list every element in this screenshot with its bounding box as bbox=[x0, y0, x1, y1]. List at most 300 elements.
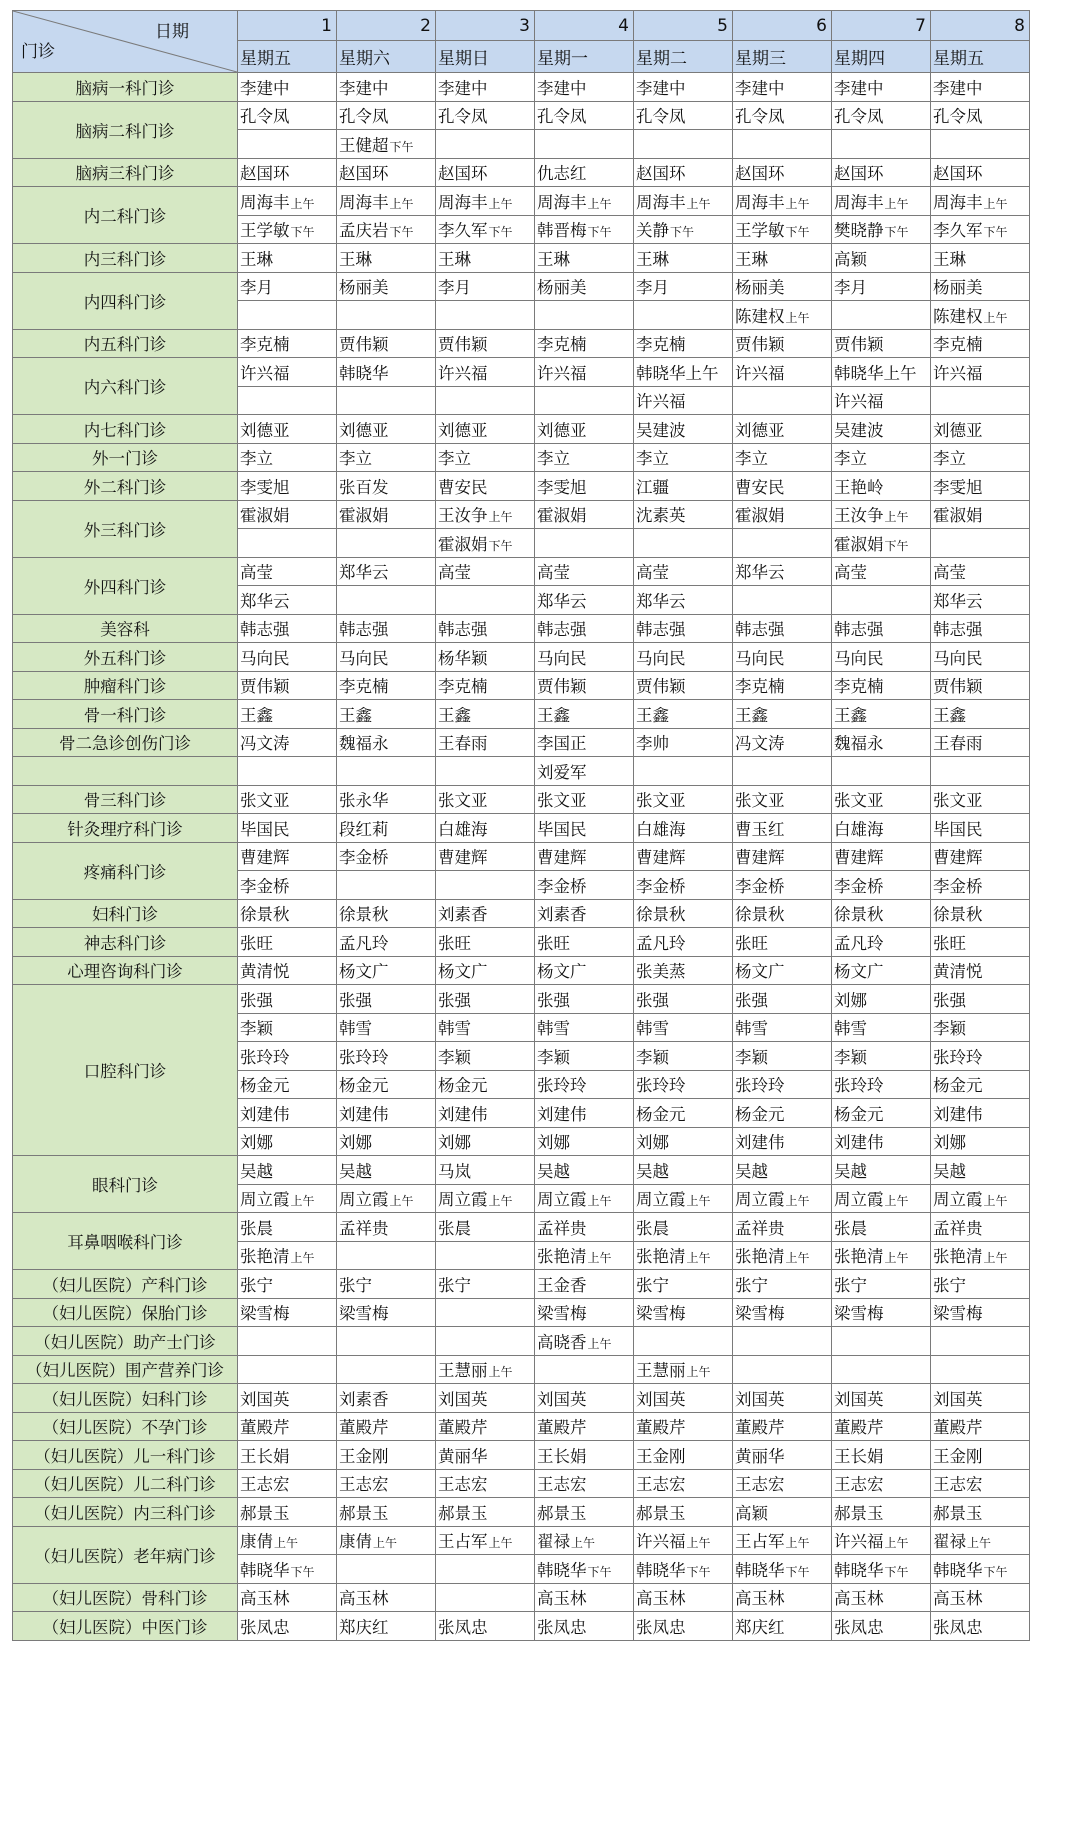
doctor-cell bbox=[436, 1441, 535, 1470]
doctor-cell bbox=[931, 529, 1030, 558]
clinic-name: 骨三科门诊 bbox=[13, 785, 238, 814]
doctor-cell bbox=[832, 1070, 931, 1099]
doctor-name: 吴越 bbox=[240, 1161, 273, 1181]
doctor-name: 江疆 bbox=[636, 477, 669, 497]
doctor-name: 魏福永 bbox=[339, 734, 389, 754]
date-number: 8 bbox=[931, 11, 1030, 41]
doctor-cell bbox=[436, 1156, 535, 1185]
doctor-cell bbox=[832, 529, 931, 558]
clinic-name: 针灸理疗科门诊 bbox=[13, 814, 238, 843]
doctor-name: 孟凡玲 bbox=[834, 933, 884, 953]
doctor-name: 董殿芹 bbox=[240, 1418, 290, 1438]
doctor-cell bbox=[436, 956, 535, 985]
doctor-name: 张文亚 bbox=[735, 791, 785, 811]
doctor-cell bbox=[634, 1555, 733, 1584]
doctor-cell bbox=[535, 928, 634, 957]
doctor-cell bbox=[535, 130, 634, 159]
doctor-cell bbox=[733, 1498, 832, 1527]
doctor-name: 董殿芹 bbox=[933, 1418, 983, 1438]
doctor-cell bbox=[535, 101, 634, 130]
doctor-name: 李金桥 bbox=[933, 876, 983, 896]
doctor-cell bbox=[535, 1156, 634, 1185]
session-note: 上午 bbox=[686, 196, 711, 211]
doctor-cell bbox=[535, 614, 634, 643]
corner-date-label: 日期 bbox=[155, 22, 189, 42]
corner-header bbox=[13, 11, 238, 73]
doctor-cell bbox=[238, 671, 337, 700]
doctor-cell bbox=[436, 1298, 535, 1327]
doctor-cell bbox=[832, 1042, 931, 1071]
doctor-name: 张百发 bbox=[339, 477, 389, 497]
doctor-name: 高莹 bbox=[636, 563, 669, 583]
session-note: 下午 bbox=[983, 225, 1008, 240]
doctor-cell bbox=[634, 73, 733, 102]
doctor-cell bbox=[634, 1213, 733, 1242]
doctor-cell bbox=[238, 101, 337, 130]
doctor-cell bbox=[733, 586, 832, 615]
clinic-name: 口腔科门诊 bbox=[13, 985, 238, 1156]
doctor-name: 张宁 bbox=[735, 1275, 768, 1295]
doctor-name: 陈建权 bbox=[735, 306, 785, 326]
doctor-cell bbox=[931, 301, 1030, 330]
doctor-cell bbox=[832, 443, 931, 472]
doctor-name: 韩晓华上午 bbox=[834, 363, 917, 383]
doctor-name: 李建中 bbox=[240, 78, 290, 98]
session-note: 上午 bbox=[389, 1194, 414, 1209]
doctor-cell bbox=[535, 529, 634, 558]
doctor-name: 高颖 bbox=[834, 249, 867, 269]
clinic-name: （妇儿医院）骨科门诊 bbox=[13, 1583, 238, 1612]
doctor-name: 王金刚 bbox=[933, 1446, 983, 1466]
doctor-name: 杨丽美 bbox=[339, 278, 389, 298]
table-row bbox=[13, 1583, 1030, 1612]
session-note: 上午 bbox=[686, 1365, 711, 1380]
doctor-name: 张凤忠 bbox=[438, 1617, 488, 1637]
doctor-cell bbox=[238, 1013, 337, 1042]
doctor-cell bbox=[535, 956, 634, 985]
doctor-name: 梁雪梅 bbox=[636, 1304, 686, 1324]
doctor-cell bbox=[436, 814, 535, 843]
session-note: 上午 bbox=[587, 1194, 612, 1209]
doctor-cell bbox=[337, 272, 436, 301]
doctor-cell bbox=[337, 928, 436, 957]
doctor-name: 周海丰 bbox=[636, 192, 686, 212]
doctor-name: 刘德亚 bbox=[240, 420, 290, 440]
doctor-cell bbox=[535, 415, 634, 444]
doctor-name: 张凤忠 bbox=[933, 1617, 983, 1637]
doctor-cell bbox=[832, 899, 931, 928]
doctor-name: 李金桥 bbox=[636, 876, 686, 896]
doctor-cell bbox=[436, 1070, 535, 1099]
doctor-cell bbox=[337, 1099, 436, 1128]
doctor-name: 刘国英 bbox=[933, 1389, 983, 1409]
doctor-name: 王汝争 bbox=[438, 506, 488, 526]
doctor-cell bbox=[832, 557, 931, 586]
doctor-cell bbox=[436, 899, 535, 928]
doctor-cell bbox=[832, 1298, 931, 1327]
weekday-label: 星期三 bbox=[733, 41, 832, 73]
doctor-cell bbox=[535, 1241, 634, 1270]
doctor-cell bbox=[238, 158, 337, 187]
doctor-cell bbox=[634, 329, 733, 358]
doctor-name: 李建中 bbox=[636, 78, 686, 98]
table-row bbox=[13, 1213, 1030, 1242]
doctor-cell bbox=[733, 985, 832, 1014]
doctor-cell bbox=[535, 671, 634, 700]
doctor-name: 赵国环 bbox=[735, 164, 785, 184]
doctor-cell bbox=[733, 842, 832, 871]
clinic-name: （妇儿医院）儿一科门诊 bbox=[13, 1441, 238, 1470]
doctor-cell bbox=[634, 1013, 733, 1042]
clinic-name: 内七科门诊 bbox=[13, 415, 238, 444]
doctor-name: 李立 bbox=[537, 449, 570, 469]
doctor-cell bbox=[436, 586, 535, 615]
doctor-name: 李克楠 bbox=[438, 677, 488, 697]
doctor-name: 李国正 bbox=[537, 734, 587, 754]
session-note: 上午 bbox=[488, 1536, 513, 1551]
doctor-name: 郝景玉 bbox=[438, 1503, 488, 1523]
doctor-cell bbox=[436, 1612, 535, 1641]
doctor-cell bbox=[733, 1583, 832, 1612]
doctor-cell bbox=[238, 244, 337, 273]
doctor-cell bbox=[733, 671, 832, 700]
doctor-name: 李久军 bbox=[438, 221, 488, 241]
doctor-cell bbox=[832, 985, 931, 1014]
doctor-name: 刘娜 bbox=[240, 1133, 273, 1153]
doctor-cell bbox=[337, 301, 436, 330]
doctor-cell bbox=[238, 985, 337, 1014]
doctor-cell bbox=[535, 814, 634, 843]
doctor-cell bbox=[733, 1270, 832, 1299]
doctor-cell bbox=[931, 928, 1030, 957]
doctor-name: 张旺 bbox=[240, 933, 273, 953]
clinic-name: （妇儿医院）助产士门诊 bbox=[13, 1327, 238, 1356]
doctor-name: 杨文广 bbox=[834, 962, 884, 982]
doctor-cell bbox=[238, 329, 337, 358]
doctor-name: 高玉林 bbox=[240, 1589, 290, 1609]
doctor-name: 李颖 bbox=[537, 1047, 570, 1067]
doctor-name: 贾伟颖 bbox=[240, 677, 290, 697]
doctor-cell bbox=[634, 529, 733, 558]
doctor-name: 张宁 bbox=[636, 1275, 669, 1295]
doctor-cell bbox=[931, 500, 1030, 529]
doctor-cell bbox=[832, 472, 931, 501]
doctor-name: 刘爱军 bbox=[537, 762, 587, 782]
doctor-cell bbox=[931, 871, 1030, 900]
doctor-cell bbox=[238, 1241, 337, 1270]
doctor-name: 杨金元 bbox=[438, 1076, 488, 1096]
doctor-name: 沈素英 bbox=[636, 506, 686, 526]
doctor-name: 周海丰 bbox=[438, 192, 488, 212]
doctor-cell bbox=[337, 1241, 436, 1270]
doctor-cell bbox=[931, 1555, 1030, 1584]
doctor-name: 霍淑娟 bbox=[933, 506, 983, 526]
doctor-cell bbox=[436, 187, 535, 216]
doctor-name: 霍淑娟 bbox=[339, 506, 389, 526]
doctor-cell bbox=[238, 1526, 337, 1555]
doctor-name: 王琳 bbox=[240, 249, 273, 269]
doctor-cell bbox=[238, 557, 337, 586]
doctor-name: 徐景秋 bbox=[339, 905, 389, 925]
doctor-cell bbox=[337, 1526, 436, 1555]
doctor-cell bbox=[238, 415, 337, 444]
doctor-name: 杨金元 bbox=[339, 1076, 389, 1096]
doctor-cell bbox=[634, 443, 733, 472]
clinic-name: （妇儿医院）产科门诊 bbox=[13, 1270, 238, 1299]
doctor-name: 韩志强 bbox=[636, 620, 686, 640]
doctor-name: 高莹 bbox=[537, 563, 570, 583]
doctor-cell bbox=[337, 1612, 436, 1641]
doctor-cell bbox=[337, 130, 436, 159]
doctor-cell bbox=[436, 557, 535, 586]
clinic-name: （妇儿医院）儿二科门诊 bbox=[13, 1469, 238, 1498]
doctor-name: 马岚 bbox=[438, 1161, 471, 1181]
doctor-cell bbox=[832, 586, 931, 615]
doctor-name: 刘建伟 bbox=[438, 1104, 488, 1124]
doctor-name: 杨金元 bbox=[735, 1104, 785, 1124]
doctor-cell bbox=[634, 1156, 733, 1185]
doctor-name: 王长娟 bbox=[834, 1446, 884, 1466]
doctor-name: 韩雪 bbox=[636, 1019, 669, 1039]
doctor-cell bbox=[931, 1042, 1030, 1071]
doctor-name: 张宁 bbox=[834, 1275, 867, 1295]
session-note: 上午 bbox=[884, 1536, 909, 1551]
doctor-name: 赵国环 bbox=[636, 164, 686, 184]
doctor-cell bbox=[337, 985, 436, 1014]
weekday-label: 星期日 bbox=[436, 41, 535, 73]
doctor-cell bbox=[634, 130, 733, 159]
doctor-name: 吴越 bbox=[636, 1161, 669, 1181]
session-note: 上午 bbox=[785, 196, 810, 211]
doctor-name: 李月 bbox=[834, 278, 867, 298]
doctor-name: 董殿芹 bbox=[339, 1418, 389, 1438]
doctor-cell bbox=[634, 814, 733, 843]
doctor-name: 刘娜 bbox=[933, 1133, 966, 1153]
doctor-name: 刘德亚 bbox=[537, 420, 587, 440]
doctor-cell bbox=[436, 1327, 535, 1356]
doctor-name: 高玉林 bbox=[933, 1589, 983, 1609]
doctor-cell bbox=[535, 785, 634, 814]
doctor-cell bbox=[535, 1270, 634, 1299]
session-note: 上午 bbox=[373, 1536, 398, 1551]
doctor-cell bbox=[238, 272, 337, 301]
weekday-label: 星期一 bbox=[535, 41, 634, 73]
doctor-cell bbox=[436, 215, 535, 244]
doctor-name: 孟凡玲 bbox=[636, 933, 686, 953]
doctor-name: 张永华 bbox=[339, 791, 389, 811]
doctor-name: 马向民 bbox=[933, 648, 983, 668]
doctor-cell bbox=[832, 700, 931, 729]
doctor-cell bbox=[832, 1327, 931, 1356]
session-note: 上午 bbox=[274, 1536, 299, 1551]
doctor-cell bbox=[832, 1384, 931, 1413]
doctor-cell bbox=[733, 244, 832, 273]
doctor-name: 李颖 bbox=[636, 1047, 669, 1067]
doctor-cell bbox=[238, 1213, 337, 1242]
doctor-cell bbox=[832, 130, 931, 159]
doctor-cell bbox=[337, 1498, 436, 1527]
doctor-name: 马向民 bbox=[240, 648, 290, 668]
doctor-name: 张宁 bbox=[933, 1275, 966, 1295]
doctor-name: 王长娟 bbox=[537, 1446, 587, 1466]
doctor-cell bbox=[733, 1241, 832, 1270]
doctor-name: 杨文广 bbox=[537, 962, 587, 982]
doctor-name: 张艳清 bbox=[240, 1247, 290, 1267]
date-number: 4 bbox=[535, 11, 634, 41]
doctor-cell bbox=[832, 73, 931, 102]
doctor-cell bbox=[931, 358, 1030, 387]
doctor-cell bbox=[634, 899, 733, 928]
doctor-name: 张玲玲 bbox=[240, 1047, 290, 1067]
doctor-name: 张玲玲 bbox=[537, 1076, 587, 1096]
doctor-name: 李金桥 bbox=[240, 876, 290, 896]
doctor-cell bbox=[436, 1498, 535, 1527]
doctor-cell bbox=[931, 1412, 1030, 1441]
doctor-cell bbox=[337, 757, 436, 786]
doctor-cell bbox=[733, 956, 832, 985]
doctor-cell bbox=[733, 329, 832, 358]
doctor-cell bbox=[634, 1441, 733, 1470]
doctor-name: 张晨 bbox=[636, 1218, 669, 1238]
doctor-name: 王鑫 bbox=[735, 705, 768, 725]
clinic-name: 内六科门诊 bbox=[13, 358, 238, 415]
doctor-name: 李月 bbox=[240, 278, 273, 298]
doctor-cell bbox=[436, 842, 535, 871]
doctor-name: 仇志红 bbox=[537, 164, 587, 184]
table-row bbox=[13, 785, 1030, 814]
doctor-cell bbox=[337, 1384, 436, 1413]
doctor-cell bbox=[436, 301, 535, 330]
table-row bbox=[13, 899, 1030, 928]
doctor-cell bbox=[733, 1384, 832, 1413]
session-note: 下午 bbox=[686, 1564, 711, 1579]
doctor-name: 马向民 bbox=[735, 648, 785, 668]
doctor-name: 吴越 bbox=[537, 1161, 570, 1181]
doctor-name: 张旺 bbox=[933, 933, 966, 953]
doctor-cell bbox=[832, 500, 931, 529]
doctor-name: 李金桥 bbox=[537, 876, 587, 896]
doctor-cell bbox=[733, 301, 832, 330]
doctor-name: 陈建权 bbox=[933, 306, 983, 326]
doctor-cell bbox=[238, 187, 337, 216]
clinic-name: 外三科门诊 bbox=[13, 500, 238, 557]
doctor-cell bbox=[832, 956, 931, 985]
doctor-cell bbox=[535, 1583, 634, 1612]
doctor-cell bbox=[337, 244, 436, 273]
doctor-cell bbox=[436, 985, 535, 1014]
doctor-name: 许兴福 bbox=[636, 392, 686, 412]
doctor-cell bbox=[238, 443, 337, 472]
doctor-cell bbox=[634, 244, 733, 273]
doctor-cell bbox=[337, 643, 436, 672]
doctor-name: 李克楠 bbox=[339, 677, 389, 697]
doctor-name: 董殿芹 bbox=[537, 1418, 587, 1438]
doctor-name: 王志宏 bbox=[438, 1475, 488, 1495]
doctor-name: 王金刚 bbox=[339, 1446, 389, 1466]
doctor-name: 王鑫 bbox=[438, 705, 471, 725]
doctor-cell bbox=[832, 386, 931, 415]
doctor-cell bbox=[436, 700, 535, 729]
doctor-cell bbox=[337, 1441, 436, 1470]
doctor-cell bbox=[337, 956, 436, 985]
doctor-name: 吴建波 bbox=[636, 420, 686, 440]
doctor-name: 杨文广 bbox=[735, 962, 785, 982]
doctor-name: 周海丰 bbox=[240, 192, 290, 212]
doctor-cell bbox=[634, 928, 733, 957]
doctor-name: 张晨 bbox=[438, 1218, 471, 1238]
schedule-body bbox=[13, 73, 1030, 1641]
doctor-name: 王志宏 bbox=[537, 1475, 587, 1495]
session-note: 上午 bbox=[290, 1194, 315, 1209]
doctor-cell bbox=[436, 358, 535, 387]
session-note: 下午 bbox=[290, 1564, 315, 1579]
doctor-name: 曹建辉 bbox=[735, 848, 785, 868]
doctor-name: 王汝争 bbox=[834, 506, 884, 526]
doctor-name: 高玉林 bbox=[537, 1589, 587, 1609]
doctor-cell bbox=[337, 1412, 436, 1441]
doctor-cell bbox=[436, 928, 535, 957]
doctor-cell bbox=[337, 1127, 436, 1156]
doctor-name: 刘德亚 bbox=[735, 420, 785, 440]
doctor-cell bbox=[634, 101, 733, 130]
table-row bbox=[13, 614, 1030, 643]
clinic-name: （妇儿医院）围产营养门诊 bbox=[13, 1355, 238, 1384]
clinic-name: 内三科门诊 bbox=[13, 244, 238, 273]
doctor-name: 韩晓华 bbox=[339, 363, 389, 383]
doctor-name: 刘德亚 bbox=[339, 420, 389, 440]
doctor-cell bbox=[634, 1099, 733, 1128]
doctor-name: 王志宏 bbox=[240, 1475, 290, 1495]
clinic-name: 脑病二科门诊 bbox=[13, 101, 238, 158]
doctor-name: 张艳清 bbox=[735, 1247, 785, 1267]
doctor-name: 张强 bbox=[339, 990, 372, 1010]
doctor-cell bbox=[832, 158, 931, 187]
doctor-name: 郑华云 bbox=[240, 591, 290, 611]
doctor-cell bbox=[436, 1184, 535, 1213]
date-number: 7 bbox=[832, 11, 931, 41]
doctor-cell bbox=[931, 1156, 1030, 1185]
table-row bbox=[13, 1270, 1030, 1299]
doctor-name: 王鑫 bbox=[834, 705, 867, 725]
doctor-cell bbox=[832, 244, 931, 273]
doctor-name: 赵国环 bbox=[240, 164, 290, 184]
doctor-name: 高颖 bbox=[735, 1503, 768, 1523]
doctor-cell bbox=[535, 1099, 634, 1128]
doctor-cell bbox=[931, 443, 1030, 472]
doctor-name: 王学敏 bbox=[240, 221, 290, 241]
doctor-name: 李立 bbox=[240, 449, 273, 469]
doctor-cell bbox=[733, 1213, 832, 1242]
doctor-cell bbox=[931, 814, 1030, 843]
doctor-name: 周海丰 bbox=[339, 192, 389, 212]
doctor-name: 梁雪梅 bbox=[339, 1304, 389, 1324]
doctor-cell bbox=[733, 1127, 832, 1156]
doctor-name: 郑庆红 bbox=[339, 1617, 389, 1637]
doctor-name: 杨丽美 bbox=[537, 278, 587, 298]
doctor-cell bbox=[931, 899, 1030, 928]
clinic-name: （妇儿医院）不孕门诊 bbox=[13, 1412, 238, 1441]
doctor-cell bbox=[535, 1555, 634, 1584]
doctor-cell bbox=[535, 1412, 634, 1441]
doctor-cell bbox=[931, 244, 1030, 273]
doctor-cell bbox=[436, 130, 535, 159]
doctor-cell bbox=[832, 814, 931, 843]
doctor-cell bbox=[337, 329, 436, 358]
doctor-cell bbox=[238, 386, 337, 415]
doctor-name: 刘素香 bbox=[438, 905, 488, 925]
doctor-cell bbox=[931, 1583, 1030, 1612]
doctor-name: 贾伟颖 bbox=[438, 335, 488, 355]
